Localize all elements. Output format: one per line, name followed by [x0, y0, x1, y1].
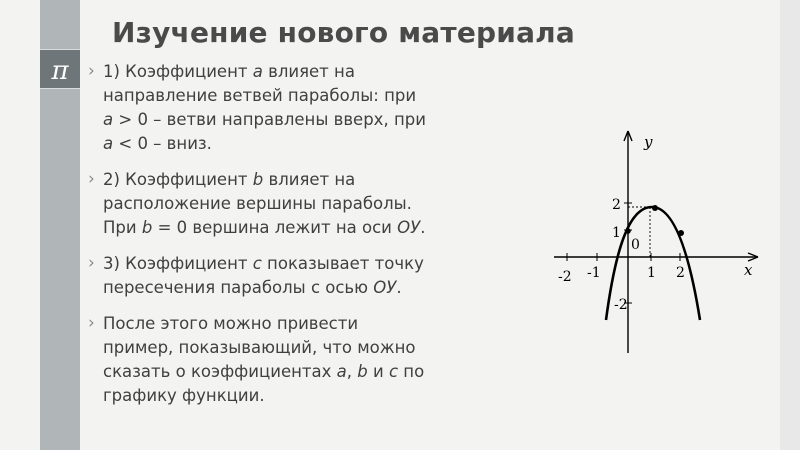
x-tick-label: -1 — [587, 265, 601, 281]
axis-x-label: x — [744, 261, 753, 279]
x-tick-label: 1 — [647, 265, 656, 281]
point-curve — [678, 230, 684, 236]
italic-variable: b — [357, 362, 368, 381]
x-tick-label: -2 — [558, 269, 572, 285]
pi-icon — [40, 50, 80, 90]
italic-variable: a — [103, 134, 114, 153]
bullet-item-3: › 3) Коэффициент c показывает точку пересечения параболы с осью ОУ. — [88, 252, 528, 300]
page-title: Изучение нового материала — [112, 16, 575, 49]
italic-variable: ОУ — [373, 278, 397, 297]
bullet-list — [88, 60, 528, 420]
italic-variable: a — [252, 62, 263, 81]
origin-label: 0 — [631, 237, 640, 253]
pi-logo — [40, 49, 80, 89]
y-tick-label: -2 — [614, 297, 628, 313]
parabola-graph — [540, 125, 770, 360]
y-tick-label: 1 — [612, 225, 621, 241]
x-tick-label: 2 — [676, 265, 685, 281]
bullet-item-1: › 1) Коэффициент a влияет на направление ветвей параболы: при a > 0 – ветви направлены вверх, при a < 0 – вниз. — [88, 60, 528, 156]
italic-variable: a — [103, 110, 114, 129]
italic-variable: b — [252, 170, 264, 189]
point-vertex — [652, 205, 658, 211]
italic-variable: a — [336, 362, 347, 381]
italic-variable: b — [141, 218, 153, 237]
y-tick-label: 2 — [612, 197, 621, 213]
italic-variable: c — [388, 362, 399, 381]
point-y-intercept — [625, 228, 631, 234]
axis-y-label: y — [644, 133, 653, 151]
bullet-item-2: › 2) Коэффициент b влияет на расположение вершины параболы. При b = 0 вершина лежит на оси ОУ. — [88, 168, 528, 240]
window-edge — [780, 0, 800, 450]
italic-variable: ОУ — [397, 218, 421, 237]
bullet-item-4: › После этого можно привести пример, показывающий, что можно сказать о коэффициентах a, b и c по графику функции. — [88, 312, 528, 408]
pi-symbol: π — [51, 56, 69, 86]
italic-variable: c — [252, 254, 262, 273]
